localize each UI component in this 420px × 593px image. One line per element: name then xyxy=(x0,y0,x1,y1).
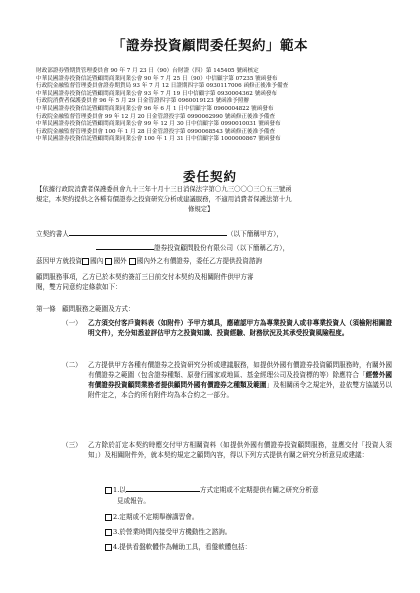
clause-number: （三） xyxy=(62,441,82,449)
domestic-checkbox[interactable] xyxy=(82,258,89,265)
note-line: 【依據行政院消費者保護委員會九十三年十月十三日消保法字第〇九三〇〇〇三〇五三號函 xyxy=(36,185,292,193)
history-line: 中華民國證券投資信託暨顧問商業同業公會 90 年 7 月 25 日（90）中信顧字第 07235 號函發布 xyxy=(36,75,278,82)
party-a-name-field[interactable] xyxy=(69,228,227,236)
method-option-1 xyxy=(105,484,319,495)
history-line: 中華民國證券投資信託暨顧問商業同業公會 99 年 12 月 30 日中信顧字第 0990010031 號函發布 xyxy=(36,121,281,128)
clause-text: 乙方除於訂定本契約時應交付甲方相關資料（如提供外國有價證券投資顧問服務，並應交付「投資人須知」）及相關附件外，就本契約規定之顧問內容，得以下列方式提供有關之研究分析意見或建議： xyxy=(88,441,392,459)
scope-prefix: 茲因甲方就投資 xyxy=(36,257,83,265)
document-title: 「證券投資顧問委任契約」範本 xyxy=(112,38,308,54)
method-option-3 xyxy=(105,527,231,537)
foreign-label: 國外 xyxy=(113,257,127,265)
clause-number: （一） xyxy=(62,319,82,327)
history-line: 中華民國證券投資信託暨顧問商業同業公會 96 年 6 月 1 日中信顧字第 0960004822 號函發布 xyxy=(36,105,274,112)
history-line: 行政院金融監督管理委員會證券期貨局 93 年 7 月 12 日證期四字第 0930117006 函修正後准予備查 xyxy=(36,83,289,90)
method-1-prefix: 1.以 xyxy=(113,486,126,494)
method-option-1-cont: 見或報告。 xyxy=(117,497,150,505)
method-4-checkbox[interactable] xyxy=(105,544,112,551)
history-line: 行政院消費者保護委員會 96 年 5 月 29 日金管證四字第 0960019123 號函准予照辦 xyxy=(36,98,250,105)
party-a-suffix: （以下簡稱甲方）， xyxy=(226,230,284,238)
foreign-checkbox[interactable] xyxy=(105,258,112,265)
article-1-label: 第一條 xyxy=(36,305,56,313)
clause-text-part: 」及相關函令之規定外，並依雙方協議另以附件定之，本合約所有附件均為本合約之一部分。 xyxy=(88,381,393,399)
both-checkbox[interactable] xyxy=(129,258,136,265)
party-a-prefix: 立契約書人 xyxy=(36,230,69,238)
method-3-text: 3.於營業時間內接受甲方機動性之諮詢。 xyxy=(113,528,232,536)
intro-line: 顧問服務事項，乙方已於本契約簽訂三日前交付本契約及相關附件供甲方審 xyxy=(36,273,254,281)
clause-text-bold: 顧問外國有價證券之種類及範圍 xyxy=(173,381,267,389)
contract-title: 委任契約 xyxy=(182,169,237,184)
party-b-line xyxy=(96,242,420,253)
consumer-protection-note xyxy=(36,184,386,214)
history-line: 中華民國證券投資信託暨顧問商業同業公會 100 年 1 月 31 日中信顧字第 1000000867 號函發布 xyxy=(36,136,281,143)
method-option-2 xyxy=(105,512,198,522)
clause-text-part: 乙方提供甲方各種有價證券之投資研究分析或建議服務，如提供外國有價證券投資顧問服務時，有關外國有價證券之範圍（包含證券種類、原發行國家或地區、基金經理公司及投資標的等）除應符合「 xyxy=(88,361,392,379)
clause-text xyxy=(62,360,392,400)
party-a-line xyxy=(36,228,396,239)
clause-text: 乙方須交付客戶資料表（如附件）予甲方填具，應確認甲方為專業投資人或非專業投資人（須檢附相關證明文件），充分知悉並評估甲方之投資知識、投資經驗、財務狀況及其承受投資風險程度。 xyxy=(88,319,392,337)
history-line: 行政院金融監督管理委員會 99 年 12 月 20 日金管證投字第 0990062990 號函修正後准予備查 xyxy=(36,113,275,120)
method-2-text: 2.定期或不定期舉辦講習會。 xyxy=(113,513,199,521)
both-label: 國內外之有價證券，委任乙方提供投資諮詢 xyxy=(136,257,263,265)
method-4-text: 4.提供看盤軟體作為輔助工具，看盤軟體包括： xyxy=(113,543,252,551)
note-line: 條規定】 xyxy=(188,205,214,213)
history-line: 行政院金融監督管理委員會 100 年 1 月 28 日金管證投字第 0990068543 號函修正後准予備查 xyxy=(36,128,275,135)
domestic-label: 國內 xyxy=(90,257,104,265)
intro-paragraph xyxy=(36,272,386,292)
approval-history xyxy=(36,68,396,144)
method-1-text: 方式定期或不定期提供有關之研究分析意 xyxy=(199,486,319,494)
method-1-field[interactable] xyxy=(126,484,200,492)
party-b-suffix: 證券投資顧問股份有限公司（以下簡稱乙方）， xyxy=(154,244,290,252)
scope-line xyxy=(36,257,396,266)
article-1-title: 顧問服務之範圍及方式： xyxy=(62,305,135,313)
history-line: 財政部證券暨期貨管理委員會 90 年 7 月 23 日（90）台財證（四）第 145405 號函核定 xyxy=(36,68,259,74)
clause-text-bold: 經營外國有價證券投資顧問業務者提供 xyxy=(88,371,392,389)
method-1-checkbox[interactable] xyxy=(105,487,112,494)
clause-number: （二） xyxy=(62,361,82,369)
method-3-checkbox[interactable] xyxy=(105,529,112,536)
clause-item-2 xyxy=(62,360,392,400)
clause-item-1 xyxy=(62,318,392,338)
clause-item-3 xyxy=(62,440,392,460)
note-line: 規定，本契約提供之各種有價證券之投資研究分析或建議服務，不適用消費者保護法第十九 xyxy=(36,195,292,203)
article-1-heading xyxy=(36,303,135,313)
method-2-checkbox[interactable] xyxy=(105,514,112,521)
history-line: 中華民國證券投資信託暨顧問商業同業公會 93 年 7 月 19 日中信顧字第 0930004362 號函發布 xyxy=(36,90,278,97)
method-option-4 xyxy=(105,542,251,552)
intro-line: 閱，雙方同意約定條款如下： xyxy=(36,283,122,291)
party-b-name-field[interactable] xyxy=(96,242,154,250)
